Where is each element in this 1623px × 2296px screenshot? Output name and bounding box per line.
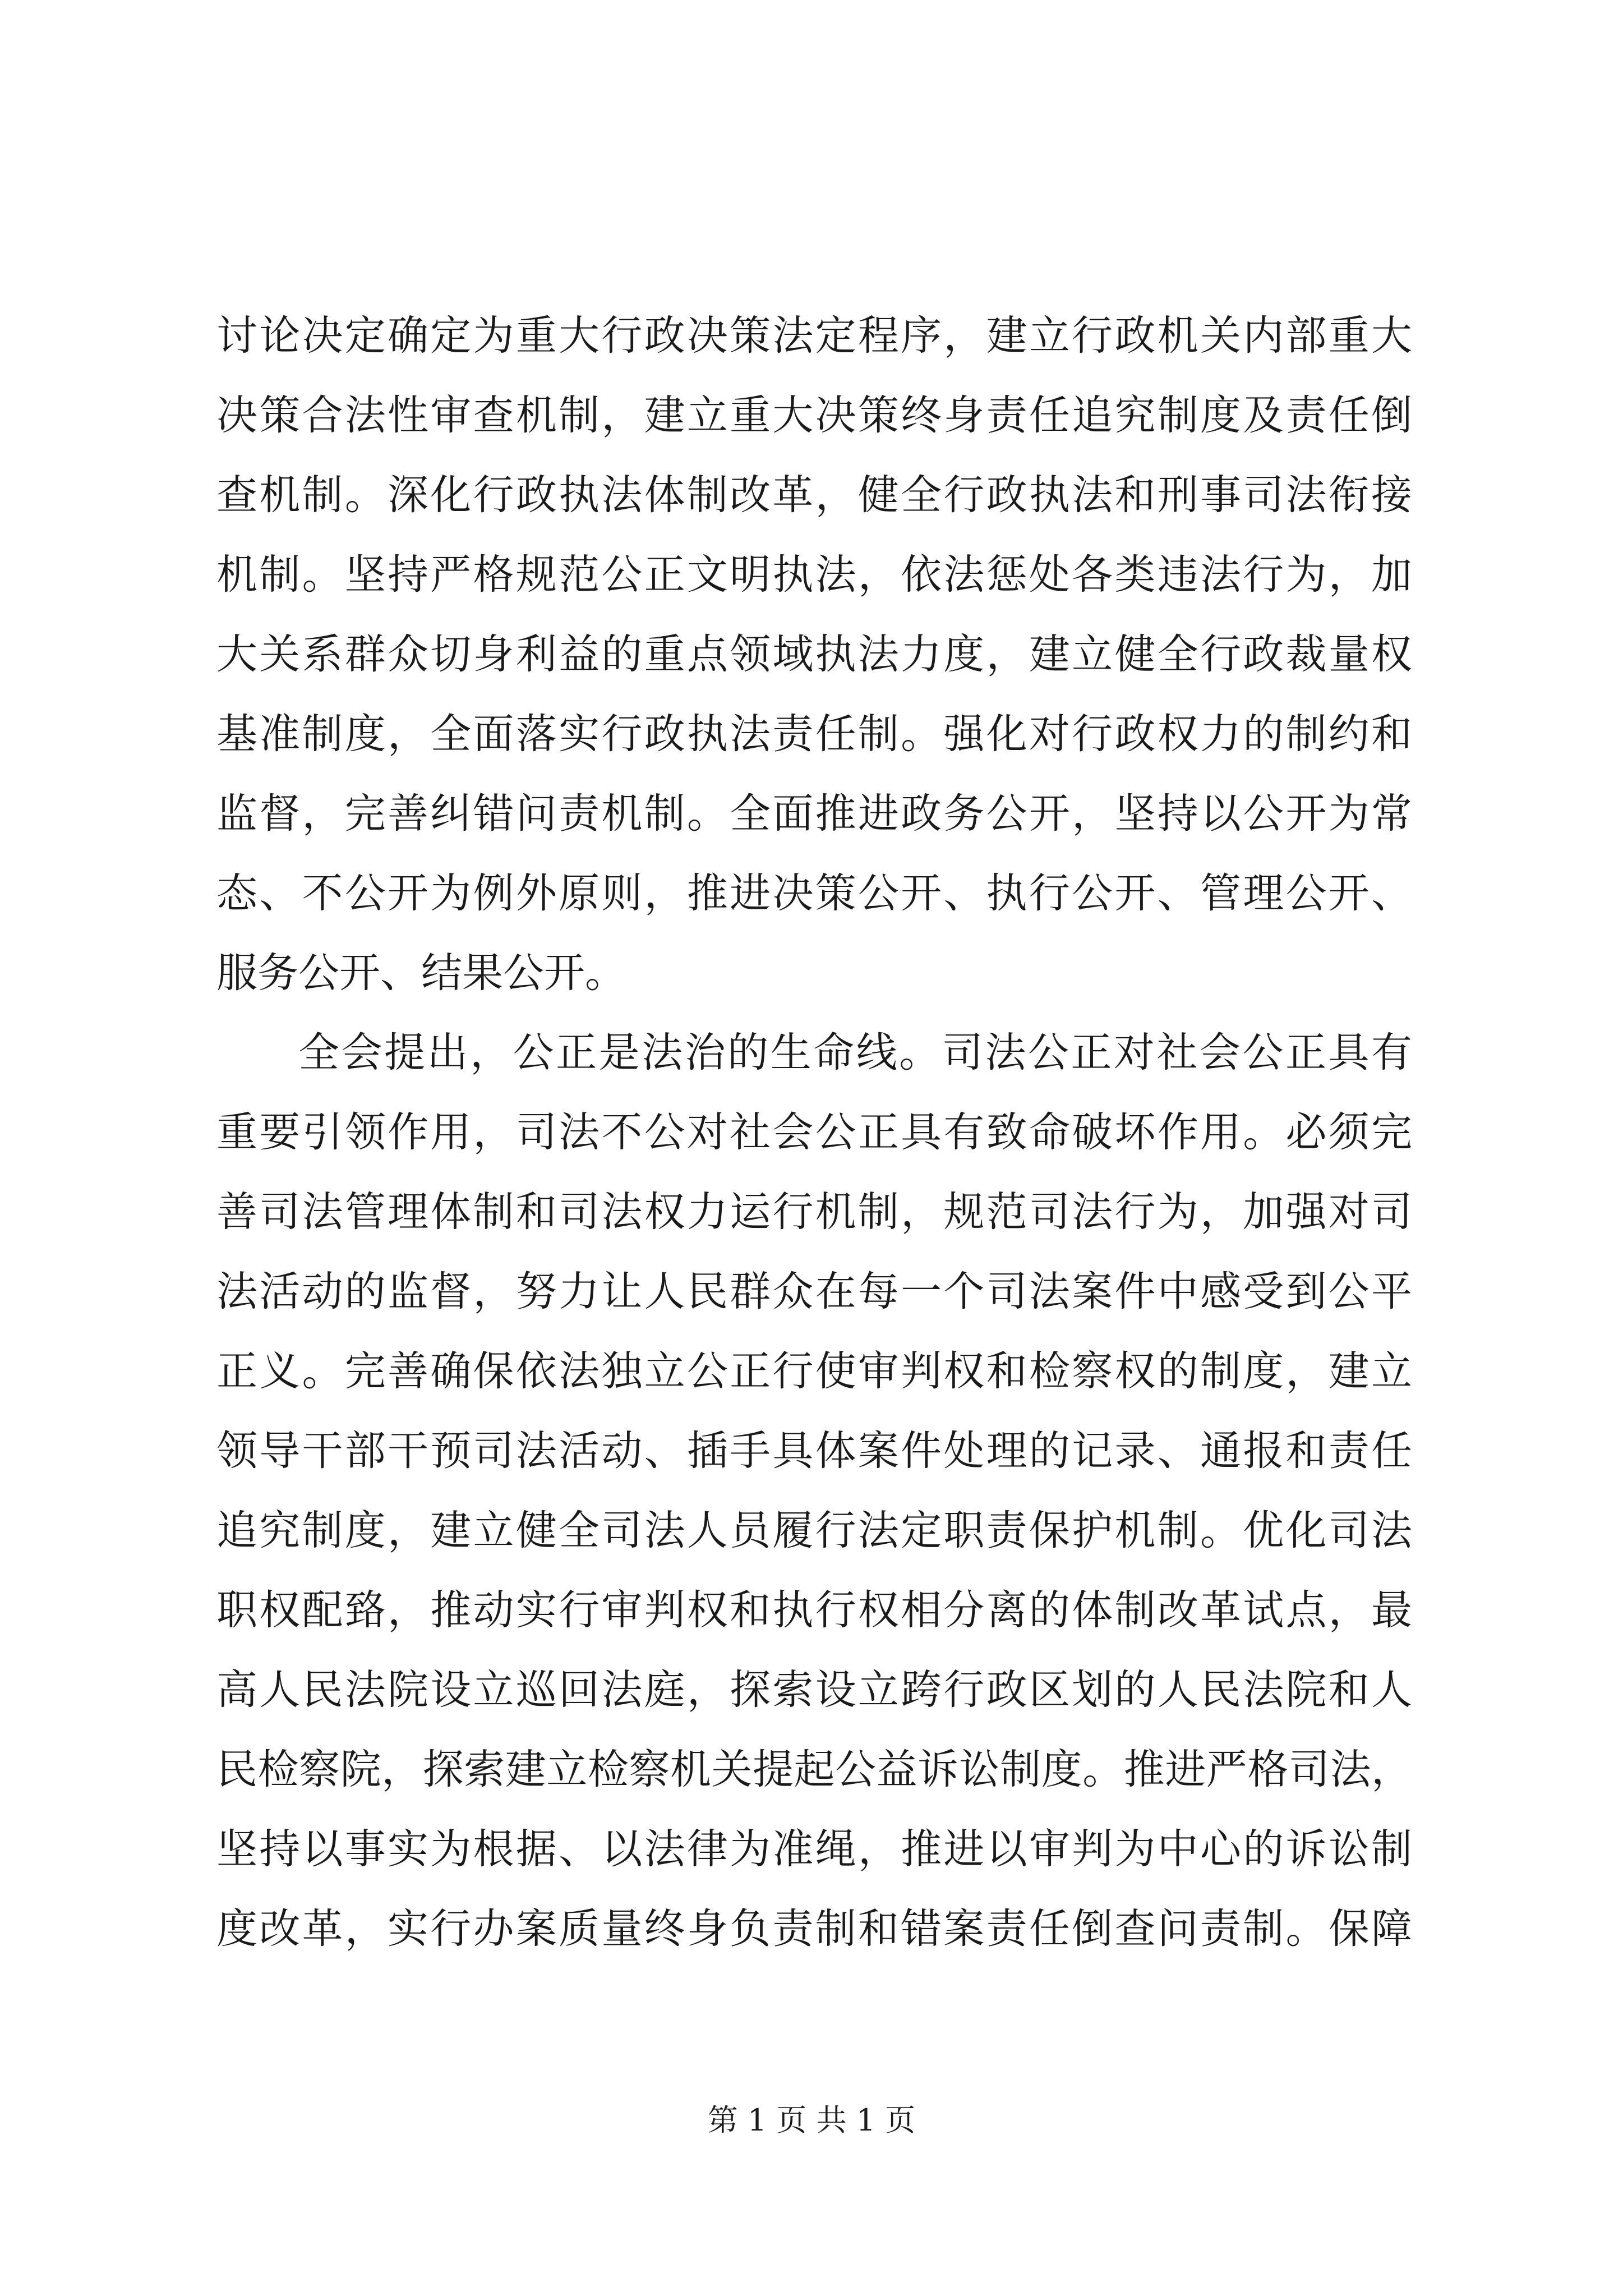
text-line: 全会提出，公正是法治的生命线。司法公正对社会公正具有 (298, 1029, 1412, 1076)
text-line: 服务公开、结果公开。 (216, 949, 626, 997)
text-line: 基准制度，全面落实行政执法责任制。强化对行政权力的制约和 (216, 710, 1412, 758)
text-line: 度改革，实行办案质量终身负责制和错案责任倒查问责制。保障 (216, 1905, 1412, 1953)
text-line: 机制。坚持严格规范公正文明执法，依法惩处各类违法行为，加 (216, 551, 1412, 599)
text-line: 职权配臵，推动实行审判权和执行权相分离的体制改革试点，最 (216, 1586, 1412, 1634)
body-text (216, 296, 1412, 1969)
text-line: 坚持以事实为根据、以法律为准绳，推进以审判为中心的诉讼制 (216, 1825, 1412, 1873)
text-line: 监督，完善纠错问责机制。全面推进政务公开，坚持以公开为常 (216, 790, 1412, 838)
text-line: 法活动的监督，努力让人民群众在每一个司法案件中感受到公平 (216, 1268, 1412, 1315)
text-line: 民检察院，探索建立检察机关提起公益诉讼制度。推进严格司法， (216, 1746, 1412, 1793)
text-line: 重要引领作用，司法不公对社会公正具有致命破坏作用。必须完 (216, 1108, 1412, 1156)
text-line: 查机制。深化行政执法体制改革，健全行政执法和刑事司法衔接 (216, 471, 1412, 519)
text-line: 追究制度，建立健全司法人员履行法定职责保护机制。优化司法 (216, 1507, 1412, 1554)
page-footer: 第 1 页 共 1 页 (707, 2102, 916, 2138)
text-line: 领导干部干预司法活动、插手具体案件处理的记录、通报和责任 (216, 1427, 1412, 1475)
paragraph (216, 296, 1412, 1013)
paragraph (216, 1013, 1412, 1969)
text-line: 态、不公开为例外原则，推进决策公开、执行公开、管理公开、 (216, 869, 1412, 917)
text-line: 决策合法性审查机制，建立重大决策终身责任追究制度及责任倒 (216, 392, 1412, 439)
text-line: 善司法管理体制和司法权力运行机制，规范司法行为，加强对司 (216, 1188, 1412, 1236)
text-line: 高人民法院设立巡回法庭，探索设立跨行政区划的人民法院和人 (216, 1666, 1412, 1714)
text-line: 讨论决定确定为重大行政决策法定程序，建立行政机关内部重大 (216, 312, 1412, 360)
text-line: 正义。完善确保依法独立公正行使审判权和检察权的制度，建立 (216, 1347, 1412, 1395)
text-line: 大关系群众切身利益的重点领域执法力度，建立健全行政裁量权 (216, 631, 1412, 678)
